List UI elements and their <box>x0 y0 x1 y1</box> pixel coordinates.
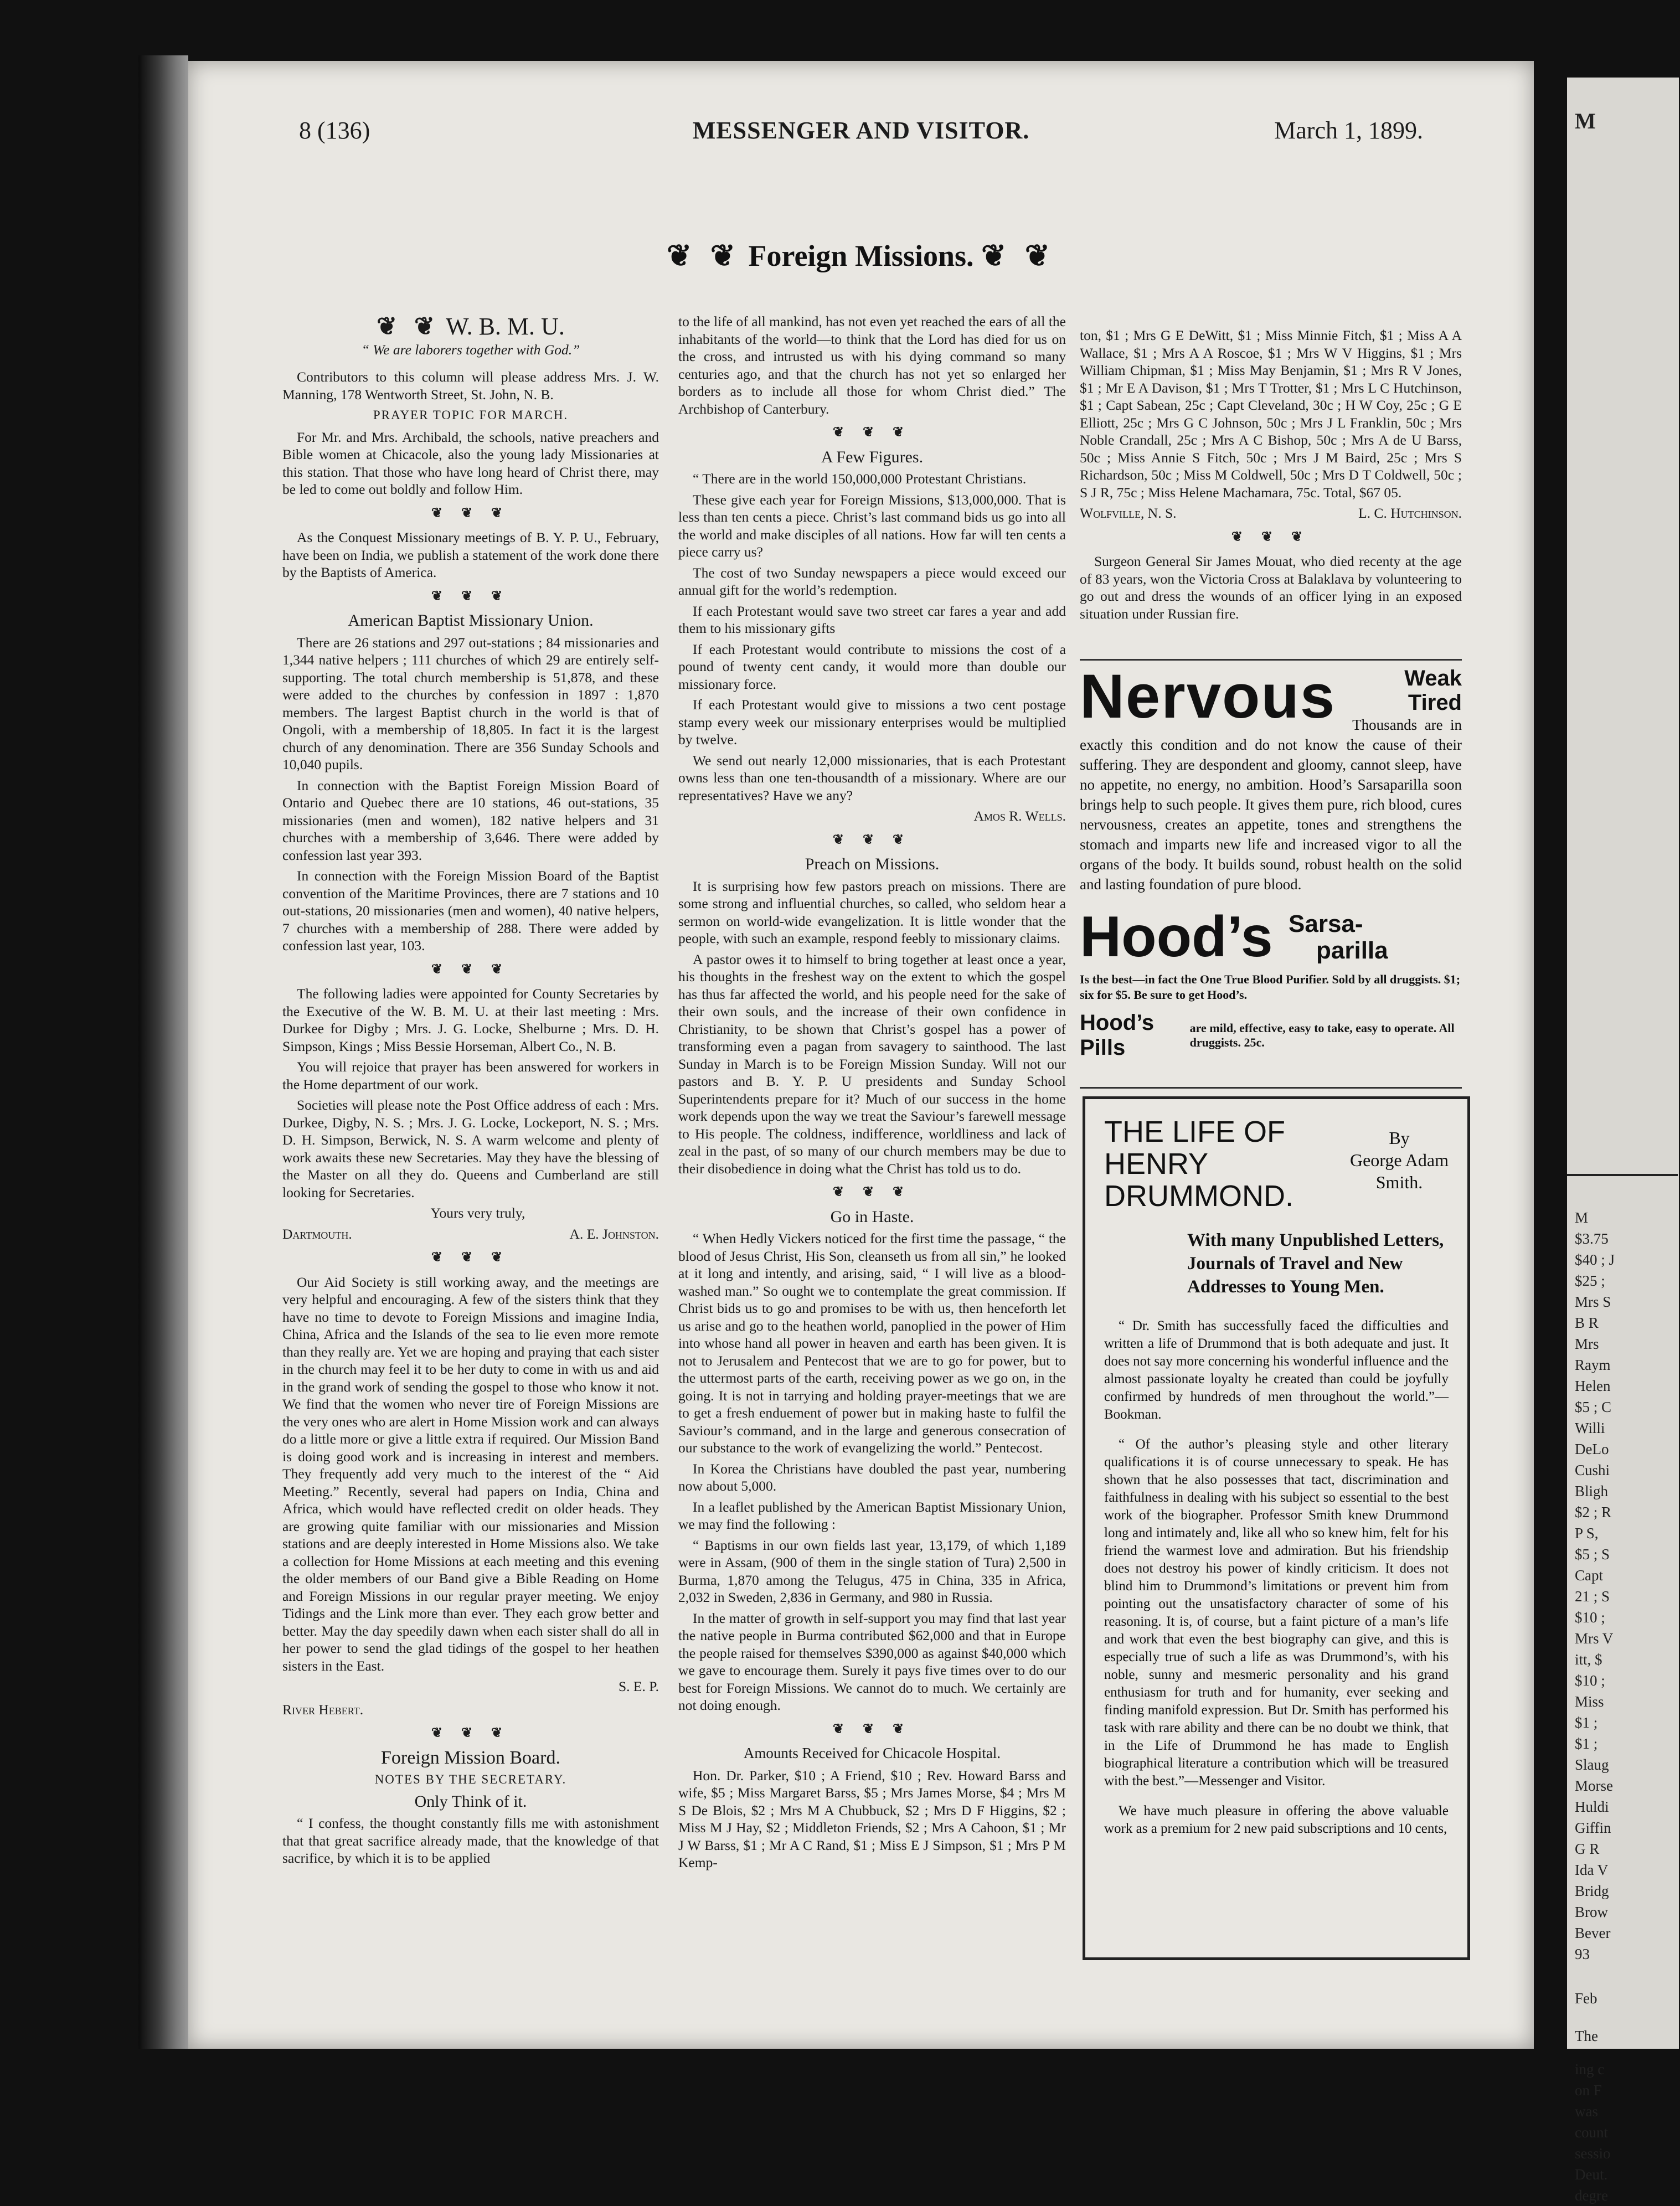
separator: ❦ ❦ ❦ <box>431 589 511 604</box>
book-review: “ Of the author’s pleasing style and other literary qualifications it is of course unnecessary to speak. He has shown that he also possesses that tact, discrimination and faithfulness in dealing with his subject so essential to the best work of the biographer. Professor Smith knew Drummond long and intimately and, like all who so knew him, felt for his friend the warmest love and admiration. But his friendship does not destroy his power of kindly criticism. It does not blind him to Drummond’s limitations or prevent him from pointing out the unsatisfactory character of some of his reasoning. It is, of course, but a faint picture of a man’s life and work that even the best biography can give, and this is especially true of such a life as was Drummond’s, with his noble, sunny and mesmeric personality and his grand enthusiasm for truth and for humanity, ever seeking and finding manifold expression. But Dr. Smith has performed his task with rare ability and there can be no doubt we think, that in the Life of Drummond he has made to English biographical literature a contribution which will be treasured with the best.”—Messenger and Visitor. <box>1104 1437 1449 1788</box>
adjacent-page-text: was <box>1575 2103 1598 2120</box>
adjacent-page-text: Slaug <box>1575 1756 1609 1773</box>
section-title <box>188 238 1534 273</box>
book-by: By <box>1389 1128 1410 1148</box>
hoods-advertisement <box>1080 659 1462 1089</box>
paper-title: MESSENGER AND VISITOR. <box>692 117 1030 144</box>
fmb-heading: Foreign Mission Board. <box>381 1747 560 1768</box>
few-figures-paragraph: If each Protestant would save two street car fares a year and add them to his missionary gifts <box>678 602 1066 636</box>
adjacent-page-text: $3.75 <box>1575 1230 1609 1247</box>
ornament-right: ❦ ❦ <box>981 239 1056 272</box>
amounts-continued: ton, $1 ; Mrs G E DeWitt, $1 ; Miss Minnie Fitch, $1 ; Miss A A Wallace, $1 ; Mrs A A Roscoe, $1 ; Mrs W V Higgins, $1 ; Mrs William Chipman, $1 ; Miss May Benjamin, $1 ; Mrs R V Jones, $1 ; Mr E A Davison, $1 ; Mrs T Trotter, $1 ; Mrs L C Hutchinson, $1 ; Capt Sabean, 25c ; Capt Cleveland, 30c ; H W Coy, 25c ; G E Elliott, 25c ; Mrs G C Johnson, 50c ; Mrs J L Franklin, 50c ; Mrs Noble Crandall, 25c ; Mrs A C Bishop, 50c ; Mrs A de U Barss, 50c ; Miss Annie S Fitch, 50c ; Mrs J M Baird, 25c ; Mrs S Richardson, 50c ; Miss M Coldwell, 50c ; Mrs D T Coldwell, 50c ; S J R, 75c ; Miss Helene Machamara, 75c. Total, $67 05. <box>1080 327 1462 501</box>
fmb-subheading: NOTES BY THE SECRETARY. <box>374 1772 567 1786</box>
abmu-heading: American Baptist Missionary Union. <box>348 611 594 630</box>
adjacent-page-text: degre <box>1575 2187 1608 2204</box>
amounts-paragraph: Hon. Dr. Parker, $10 ; A Friend, $10 ; Rev. Howard Barss and wife, $5 ; Miss Margaret Barss, $5 ; Mrs James Morse, $4 ; Mrs M S De Blois, $2 ; Mrs M A Chubbuck, $2 ; Mrs D F Higgins, $2 ; Miss M J Hay, $2 ; Middleton Friends, $2 ; Mrs A Cahoon, $1 ; Mr J W Barss, $1 ; Mr A C Rand, $1 ; Miss E J Simpson, $1 ; Mrs P M Kemp- <box>678 1767 1066 1870</box>
adjacent-page-text: $10 ; <box>1575 1672 1605 1689</box>
ad-pills-text: are mild, effective, easy to take, easy to operate. All druggists. 25c. <box>1189 1021 1455 1049</box>
adjacent-page-text: Cushi <box>1575 1462 1610 1478</box>
adjacent-page-text: Raym <box>1575 1357 1611 1373</box>
ad-brand-sub-2: parilla <box>1316 937 1388 964</box>
book-author <box>1350 1127 1449 1212</box>
separator: ❦ ❦ ❦ <box>1231 529 1311 544</box>
adjacent-page-text: Ida V <box>1575 1862 1609 1878</box>
adjacent-page-text: Bever <box>1575 1925 1611 1941</box>
only-think-paragraph: “ I confess, the thought constantly fills me with astonishment that that great sacrifice already made, that the knowledge of that sacrifice, by which it is to be applied <box>282 1815 659 1866</box>
adjacent-page-text: Helen <box>1575 1378 1611 1394</box>
preach-paragraph: A pastor owes it to himself to bring together at least once a year, his thoughts in the freshest way on the extent to which the gospel has thus far affected the world, and his people need for the sake of their own souls, and the increase of their own confidence in Christianity, to be shown that Christ’s gospel has a power of transforming even a pagan from savagery to sainthood. The last Sunday in March is to be Foreign Mission Sunday. Will not our pastors and B. Y. P. U presidents and Sunday School Superintendents prepare for it? Much of our success in the home work depends upon the way we treat the Saviour’s farewell message to His people. The coldness, indifference, worldliness and lack of zeal in the past, of so many of our church members may be due to their disobedience in doing what the Christ has told us to do. <box>678 951 1066 1177</box>
few-figures-paragraph: If each Protestant would contribute to missions the cost of a pound of twenty cent candy, it would more than double our missionary force. <box>678 641 1066 692</box>
book-author-line: George Adam <box>1349 1150 1449 1170</box>
separator: ❦ ❦ ❦ <box>431 1250 511 1265</box>
adjacent-page-text: Bligh <box>1575 1483 1609 1499</box>
ad-tagline: Is the best—in fact the One True Blood Purifier. Sold by all druggists. $1; six for $5. Be sure to get Hood’s. <box>1080 972 1461 1002</box>
section-title-text: Foreign Missions. <box>748 239 974 272</box>
few-figures-paragraph: These give each year for Foreign Missions, $13,000,000. That is less than ten cents a piece. Christ’s last command bids us go into all the world and make disciples of all nations. How far will ten cents a piece carry us? <box>678 491 1066 560</box>
preach-heading: Preach on Missions. <box>805 855 940 873</box>
signature-line <box>282 1225 659 1243</box>
adjacent-page-text: B R <box>1575 1315 1599 1331</box>
few-figures-paragraph: If each Protestant would give to missions a two cent postage stamp every week our missionary enterprises would be multiplied by twelve. <box>678 697 1066 748</box>
preach-paragraph: It is surprising how few pastors preach on missions. There are some strong and influential churches, so called, who seldom hear a sermon on world-wide evangelization. It is little wonder that the people, with such an example, respond feebly to missionary claims. <box>678 878 1066 946</box>
intro-paragraph: Contributors to this column will please address Mrs. J. W. Manning, 178 Wentworth Street, St. John, N. B. <box>282 369 659 403</box>
secretaries-paragraph: You will rejoice that prayer has been answered for workers in the Home department of our work. <box>282 1059 659 1092</box>
book-review: “ Dr. Smith has successfully faced the difficulties and written a life of Drummond that is both adequate and just. It does not say more concerning his wonderful influence and the almost passionate loyalty he created than could be joyfully confirmed by hundreds of men throughout the world.”—Bookman. <box>1104 1318 1449 1422</box>
few-figures-heading: A Few Figures. <box>821 447 924 466</box>
adjacent-page-text: $1 ; <box>1575 1714 1598 1731</box>
ad-brand: Hood’s <box>1080 905 1273 969</box>
adjacent-page-text: Huldi <box>1575 1798 1609 1815</box>
ornament: ❦ ❦ <box>377 313 440 340</box>
book-author-line: Smith. <box>1375 1172 1423 1192</box>
adjacent-page-text: count <box>1575 2124 1608 2141</box>
running-head <box>299 116 1423 150</box>
column-1 <box>282 310 659 2027</box>
adjacent-page-text: ing c <box>1575 2061 1605 2078</box>
only-think-heading: Only Think of it. <box>414 1792 527 1811</box>
adjacent-page-text: P S, <box>1575 1525 1599 1542</box>
adjacent-page-text: The <box>1575 2028 1598 2044</box>
issue-date: March 1, 1899. <box>1274 117 1423 144</box>
adjacent-page-text: Giffin <box>1575 1820 1611 1836</box>
continued-paragraph: to the life of all mankind, has not even yet reached the ears of all the inhabitants of the world—to think that the Lord has died for us on the cross, and intrusted us with his dying command so many centuries ago, and that the church has not yet so enlarged her borders as to include all those for whom Christ died.” The Archbishop of Canterbury. <box>678 313 1066 417</box>
surgeon-paragraph: Surgeon General Sir James Mouat, who died recenty at the age of 83 years, won the Victoria Cross at Balaklava by volunteering to go out and dress the wounds of an officer lying in an exposed situation under Russian fire. <box>1080 553 1462 622</box>
haste-paragraph: In a leaflet published by the American Baptist Missionary Union, we may find the following : <box>678 1498 1066 1532</box>
aid-society-paragraph: Our Aid Society is still working away, and the meetings are very helpful and encouraging. A few of the sisters think that they have no time to devote to Foreign Missions and imagine India, China, Africa and the Islands of the sea to lie even more remote than they really are. Yet we are hoping and praying that each sister in the church may feel it to be her duty to come in with us and aid in the grand work of sending the gospel to those who know it not. We find that the women who never tire of Foreign Missions are the very ones who are alert in Home Mission work and can always do a little more or give a little extra if required. Our Mission Band is doing good work and is increasing in interest and members. They frequently add very much to the interest of the “ Aid Meeting.” Recently, several had papers on India, China and Africa, which would have reflected credit on older heads. They are growing quite familiar with our missionaries and Mission stations and are deeply interested in Home Missions also. We take a collection for Home Missions at each meeting and this evening the older members of our Band give a Bible Reading on Home and Foreign Missions in our regular prayer meeting. We enjoy Tidings and the Link more than ever. They each grow better and better. May the day speedily dawn when each sister shall do all in her power to send the glad tidings of the gospel to her heathen sisters in the East. <box>282 1274 659 1674</box>
adjacent-page-text: $5 ; S <box>1575 1546 1610 1563</box>
separator: ❦ ❦ ❦ <box>431 962 511 977</box>
ad-headline: Nervous <box>1080 662 1336 731</box>
book-title <box>1104 1116 1294 1212</box>
aid-signature: S. E. P. <box>619 1678 659 1694</box>
conquest-paragraph: As the Conquest Missionary meetings of B. Y. P. U., February, have been on India, we publish a statement of the work done there by the Baptists of America. <box>282 529 659 580</box>
wbmu-heading <box>282 313 659 340</box>
page-number: 8 (136) <box>299 117 370 144</box>
book-subtitle: With many Unpublished Letters, Journals of Travel and New Addresses to Young Men. <box>1187 1230 1444 1297</box>
ad-body: Thousands are in exactly this condition and do not know the cause of their suffering. They are despondent and gloomy, cannot sleep, have no appetite, no energy, no ambition. Hood’s Sarsaparilla soon brings help to such people. It gives them pure, rich blood, cures nervousness, creates an appetite, tones and strengthens the stomach and imparts new life and increased vigor to all the organs of the body. It builds sound, robust health on the solid and lasting foundation of pure blood. <box>1080 717 1462 893</box>
adjacent-page-text: G R <box>1575 1841 1600 1857</box>
adjacent-page-text: M <box>1575 1209 1589 1226</box>
book-title-block <box>1104 1116 1449 1212</box>
signature-name: A. E. Johnston. <box>569 1225 659 1242</box>
adjacent-page-text: $1 ; <box>1575 1735 1598 1752</box>
book-title-line: DRUMMOND. <box>1104 1179 1294 1213</box>
adjacent-page-fragment <box>1567 78 1679 2204</box>
adjacent-page-text: $10 ; <box>1575 1609 1605 1626</box>
adjacent-page-text: Mrs V <box>1575 1630 1614 1647</box>
separator: ❦ ❦ ❦ <box>431 1726 511 1740</box>
book-title-line: THE LIFE OF <box>1104 1115 1286 1148</box>
amounts-signature: L. C. Hutchinson. <box>1358 505 1462 521</box>
prayer-topic-heading: PRAYER TOPIC FOR MARCH. <box>373 408 569 422</box>
motto: “ We are laborers together with God.” <box>361 341 580 358</box>
adjacent-page-text: Willi <box>1575 1420 1605 1436</box>
adjacent-page-text: Deut. <box>1575 2166 1608 2183</box>
wbmu-title: W. B. M. U. <box>446 313 565 340</box>
haste-paragraph: “ When Hedly Vickers noticed for the first time the passage, “ the blood of Jesus Christ, His Son, cleanseth us from all sin,” he looked at it long and intently, and arising, said, “ I will live as a blood-washed man.” So ought we to contemplate the great commission. If Christ bids us to go and promises to be with us, then henceforth let us arise and go to the heathen world, panoplied in the power of Him into whose hand all power in heaven and earth has been given. It is not to Jerusalem and Pentecost that we are to go for power, but to the uttermost parts of the earth, receiving power as we go on, in the going. It is not in tarrying and holding prayer-meetings that we are to get a fresh enduement of power but in making haste to fulfil the Saviour’s command, and in the large and generous consecration of our substance to the work of evangelizing the world.” Pentecost. <box>678 1230 1066 1456</box>
book-offer: We have much pleasure in offering the above valuable work as a premium for 2 new paid subscriptions and 10 cents, <box>1104 1803 1449 1836</box>
prayer-paragraph: For Mr. and Mrs. Archibald, the schools, native preachers and Bible women at Chicacole, also the young lady Missionaries at this station. That those who have long heard of Christ there, may be led to come out boldly and follow Him. <box>282 429 659 497</box>
book-title-line: HENRY <box>1104 1147 1209 1181</box>
haste-heading: Go in Haste. <box>830 1207 914 1226</box>
adjacent-page-text: $5 ; C <box>1575 1399 1612 1415</box>
few-figures-signature: Amos R. Wells. <box>973 808 1066 824</box>
ad-pills-name: Hood’s Pills <box>1080 1011 1155 1060</box>
ad-brand-sub-1: Sarsa- <box>1289 910 1363 937</box>
separator: ❦ ❦ ❦ <box>431 506 511 520</box>
adjacent-page-text: Morse <box>1575 1777 1613 1794</box>
haste-paragraph: In the matter of growth in self-support you may find that last year the native people in Burma contributed $62,000 and that in Europe the people raised for themselves $390,000 as against $40,000 which we gave to encourage them. Surely it pays five times over to do our best for Foreign Missions. We cannot do to much. We certainly are not doing enough. <box>678 1610 1066 1713</box>
adjacent-page-rule <box>1567 1174 1678 1176</box>
adjacent-page-text: M <box>1575 109 1596 133</box>
adjacent-page-text: Mrs <box>1575 1336 1599 1352</box>
separator: ❦ ❦ ❦ <box>832 832 912 847</box>
aid-place: River Hebert. <box>282 1701 364 1718</box>
abmu-paragraph: In connection with the Foreign Mission Board of the Baptist convention of the Maritime Provinces, there are 7 stations and 10 out-stations, 20 missionaries (men and women), 40 native helpers, 7 churches with a membership of 288. There were added by confession last year, 103. <box>282 868 659 953</box>
abmu-paragraph: There are 26 stations and 297 out-stations ; 84 missionaries and 1,344 native helpers ; 111 churches of which 29 are entirely self-supporting. The total church membership is 51,878, and these were added to the churches by confession in 1897 : 1,870 members. The largest Baptist church in the world is that of Ongoli, with a membership of 18,805. In fact it is the largest church of any denomination. There are 356 Sunday Schools and 10,040 pupils. <box>282 634 659 772</box>
adjacent-page-text: $40 ; J <box>1575 1251 1615 1268</box>
adjacent-page-text: 93 <box>1575 1946 1590 1962</box>
separator: ❦ ❦ ❦ <box>832 425 912 440</box>
newspaper-page <box>188 61 1534 2049</box>
haste-paragraph: “ Baptisms in our own fields last year, 13,179, of which 1,189 were in Assam, (900 of them in the single station of Tura) 2,500 in Burma, 1,870 among the Telugus, 475 in China, 335 in Africa, 2,032 in Sweden, 2,836 in Germany, and 980 in Russia. <box>678 1537 1066 1605</box>
separator: ❦ ❦ ❦ <box>832 1721 912 1736</box>
secretaries-paragraph: Societies will please note the Post Office address of each : Mrs. Durkee, Digby, N. S. ; Mrs. J. G. Locke, Lockeport, N. S. ; Mrs. D. H. Simpson, Berwick, N. S. A warm welcome and plenty of work awaits these new Secretaries. May they have the blessing of the Master on all they do. Queens and Cumberland are still looking for Secretaries. <box>282 1097 659 1200</box>
adjacent-page-text: sessio <box>1575 2145 1611 2162</box>
amounts-signature-line <box>1080 504 1462 522</box>
adjacent-page-text: Brow <box>1575 1904 1608 1920</box>
few-figures-paragraph: The cost of two Sunday newspapers a piece would exceed our annual gift for the world’s redemption. <box>678 564 1066 598</box>
amounts-heading: Amounts Received for Chicacole Hospital. <box>743 1745 1001 1761</box>
adjacent-page-text: $2 ; R <box>1575 1504 1612 1521</box>
ad-pills <box>1080 1011 1462 1060</box>
signature-place: Dartmouth. <box>282 1225 352 1242</box>
ad-subheadline: Weak Tired <box>1404 666 1462 715</box>
haste-paragraph: In Korea the Christians have doubled the past year, numbering now about 5,000. <box>678 1460 1066 1494</box>
column-2 <box>678 313 1066 2029</box>
adjacent-page-text: $25 ; <box>1575 1272 1605 1289</box>
book-advertisement <box>1083 1096 1470 1960</box>
adjacent-page-text: Miss <box>1575 1693 1604 1710</box>
binding-edge <box>138 55 188 2049</box>
adjacent-page-text: Capt <box>1575 1567 1603 1584</box>
adjacent-page-text: DeLo <box>1575 1441 1609 1457</box>
adjacent-page-text: Bridg <box>1575 1883 1609 1899</box>
secretaries-paragraph: The following ladies were appointed for County Secretaries by the Executive of the W. B. M. U. at their last meeting : Mrs. Durkee for Digby ; Mrs. J. G. Locke, Shelburne ; Mrs. D. H. Simpson, Kings ; Miss Bessie Horseman, Albert Co., N. B. <box>282 986 659 1054</box>
few-figures-paragraph: “ There are in the world 150,000,000 Protestant Christians. <box>693 471 1027 487</box>
adjacent-page-text: Mrs S <box>1575 1293 1611 1310</box>
few-figures-paragraph: We send out nearly 12,000 missionaries, that is each Protestant owns less than one ten-thousandth of a missionary. Where are our representatives? Have we any? <box>678 752 1066 803</box>
amounts-place: Wolfville, N. S. <box>1080 505 1177 521</box>
closing: Yours very truly, <box>430 1205 525 1221</box>
ad-brand-sub <box>1289 911 1388 964</box>
adjacent-page-text: 21 ; S <box>1575 1588 1610 1605</box>
separator: ❦ ❦ ❦ <box>832 1185 912 1199</box>
ornament-left: ❦ ❦ <box>666 239 741 272</box>
abmu-paragraph: In connection with the Baptist Foreign Mission Board of Ontario and Quebec there are 10 stations, 46 out-stations, 35 missionaries (men and women), 182 native helpers and 31 churches with a membership of 3,646. There were added by confession last year 393. <box>282 777 659 863</box>
adjacent-page-text: Feb <box>1575 1990 1597 2007</box>
adjacent-page-text: itt, $ <box>1575 1651 1602 1668</box>
adjacent-page-text: on F <box>1575 2082 1602 2099</box>
